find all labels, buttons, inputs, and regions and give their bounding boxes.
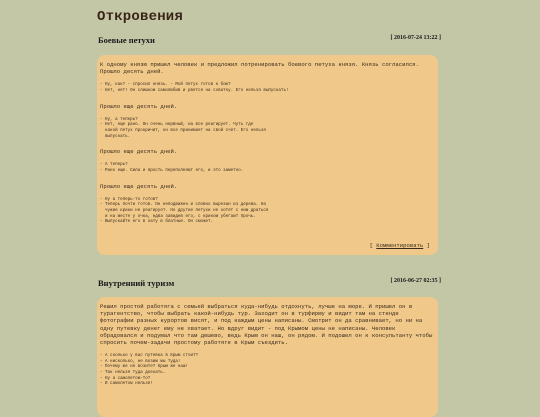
comment-link[interactable] (370, 242, 430, 249)
paragraph-gap (100, 175, 435, 183)
post-header (98, 35, 441, 47)
comment-bracket-close: ] (423, 242, 430, 249)
comment-bracket-open: [ (369, 242, 377, 249)
paragraph-gap (100, 190, 435, 198)
narration-line: Прошло еще десять дней. (100, 102, 178, 110)
dialogue-line: выпускать. (100, 134, 131, 139)
dialogue-line: - Ну а теперь-то готов? (100, 197, 158, 202)
narration-line: Прошло еще десять дней. (100, 182, 178, 190)
post-body (97, 297, 438, 417)
dialogue-line: - Так нельзя туда доехать. (100, 371, 166, 375)
post-title[interactable]: Боевые петухи (98, 35, 155, 45)
post-date: [ 2016-07-24 13:22 ] (390, 35, 441, 41)
post-content (100, 61, 435, 226)
dialogue-line: чужие крики не реагирует. Но другие петухи не хотят с ним драться (100, 208, 269, 213)
dialogue-line: какой петух прокричит, он все принимает на свой счет. Его нельзя (100, 128, 266, 133)
post-lead-paragraph: Решил простой работяга с семьей выбраться куда-нибудь отдохнуть, лучше на море. И пришел он в турагентство, чтобы выбрать какой-нибудь тур. Заходит он в турфирму и видит там на стенде фотографии разных курортов висят, и под каждым цены написаны. Смотрит он да сравнивает, но ни на одну путевку денег ему не хватает. Но вдруг видит - под Крымом цены не написаны. Человек обрадовался и подумал что там дешево, ведь Крым он наш, он рядом. И подошел он к консультанту чтобы спросить почем-задачи простому работяге в Крым съездить. (100, 303, 433, 347)
dialogue-line: - Ну а самолетом-то? (100, 376, 151, 381)
post-lead-paragraph: К одному князю пришел человек и предложил потренировать боевого петуха князя. Князь согласился. Прошло десять дней. (100, 61, 419, 76)
dialogue-line: - Ну, как? - спросил князь. - Мой петух готов к бою? (100, 83, 231, 88)
post-header (98, 278, 441, 290)
post-date: [ 2016-06-27 02:35 ] (390, 278, 441, 284)
comment-label[interactable]: Комментировать (376, 242, 424, 249)
paragraph-gap (100, 346, 435, 354)
site-title[interactable]: Откровения (97, 9, 184, 25)
dialogue-line: - Теперь почти готов. Он неподвижен и словно вырезан из дерева. На (100, 203, 266, 208)
dialogue-line: - Нет, нет! Он слишком самолюбив и рвется на схватку. Его нельзя выпускать! (100, 89, 289, 93)
dialogue-line: - И самолетом нельзя! (100, 382, 153, 387)
narration-line: Прошло еще десять дней. (100, 148, 178, 156)
dialogue-line: - Ну, а теперь? (100, 117, 138, 122)
dialogue-line: и на месте у очка, едва завидев его, с криком убегают прочь. (100, 214, 256, 219)
post-body (97, 55, 438, 255)
paragraph-gap (100, 155, 435, 163)
post-title[interactable]: Внутренний туризм (98, 278, 175, 288)
post-content (100, 303, 435, 388)
paragraph-gap (100, 110, 435, 118)
dialogue-line: - А сколько у вас путевка в Крым стоит? (100, 354, 199, 359)
paragraph-gap (100, 140, 435, 148)
dialogue-line: - Почему же не возите? Крым же наш! (100, 365, 188, 370)
dialogue-line: - Рано еще. Сила и ярость переполняют его, и это заметно. (100, 168, 244, 173)
dialogue-line: - Выпускайте его в хату в блатные. Он сможет. (100, 220, 214, 225)
paragraph-gap (100, 95, 435, 103)
dialogue-line: - Нет, еще рано. Он очень нервный, на все реагирует. Чуть где (100, 123, 254, 128)
dialogue-line: - А нисколько, не возим мы туда! (100, 359, 181, 364)
dialogue-line: - А теперь? (100, 163, 128, 168)
